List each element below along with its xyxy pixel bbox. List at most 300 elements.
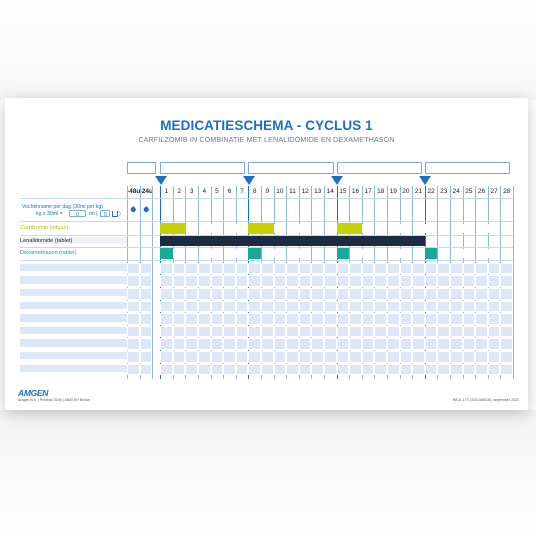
schedule-cell[interactable] — [400, 263, 413, 275]
schedule-cell[interactable] — [500, 338, 513, 350]
schedule-cell[interactable] — [500, 351, 513, 363]
schedule-cell[interactable] — [311, 275, 324, 287]
schedule-cell[interactable] — [311, 351, 324, 363]
schedule-cell[interactable] — [374, 313, 387, 325]
blank-medication-label[interactable] — [20, 314, 128, 321]
schedule-cell[interactable] — [274, 326, 287, 338]
schedule-cell[interactable] — [248, 263, 261, 275]
dose-cell[interactable] — [400, 236, 413, 247]
schedule-cell[interactable] — [127, 263, 140, 275]
schedule-cell[interactable] — [362, 275, 375, 287]
blank-medication-label[interactable] — [20, 327, 128, 334]
schedule-cell[interactable] — [362, 364, 375, 376]
schedule-cell[interactable] — [400, 249, 412, 259]
schedule-cell[interactable] — [248, 313, 261, 325]
schedule-cell[interactable] — [173, 338, 186, 350]
schedule-cell[interactable] — [476, 249, 488, 259]
schedule-cell[interactable] — [425, 263, 438, 275]
schedule-cell[interactable] — [362, 249, 374, 259]
schedule-cell[interactable] — [475, 301, 488, 313]
schedule-cell[interactable] — [387, 288, 400, 300]
schedule-cell[interactable] — [500, 263, 513, 275]
schedule-cell[interactable] — [337, 313, 350, 325]
schedule-cell[interactable] — [299, 275, 312, 287]
schedule-cell[interactable] — [160, 338, 173, 350]
schedule-cell[interactable] — [475, 263, 488, 275]
schedule-cell[interactable] — [261, 301, 274, 313]
schedule-cell[interactable] — [211, 275, 224, 287]
schedule-cell[interactable] — [223, 288, 236, 300]
schedule-cell[interactable] — [211, 263, 224, 275]
dose-cell[interactable] — [387, 236, 400, 247]
schedule-cell[interactable] — [185, 364, 198, 376]
schedule-cell[interactable] — [375, 249, 387, 259]
schedule-cell[interactable] — [173, 301, 186, 313]
schedule-cell[interactable] — [160, 326, 173, 338]
schedule-cell[interactable] — [450, 338, 463, 350]
schedule-cell[interactable] — [437, 263, 450, 275]
schedule-cell[interactable] — [488, 275, 501, 287]
schedule-cell[interactable] — [224, 224, 236, 234]
schedule-cell[interactable] — [211, 338, 224, 350]
schedule-cell[interactable] — [362, 351, 375, 363]
schedule-cell[interactable] — [337, 288, 350, 300]
schedule-cell[interactable] — [173, 275, 186, 287]
schedule-cell[interactable] — [223, 275, 236, 287]
schedule-cell[interactable] — [236, 313, 249, 325]
schedule-cell[interactable] — [185, 351, 198, 363]
fluid-ml-field[interactable] — [69, 210, 86, 217]
schedule-cell[interactable] — [463, 288, 476, 300]
schedule-cell[interactable] — [160, 263, 173, 275]
schedule-cell[interactable] — [412, 275, 425, 287]
dose-cell[interactable] — [185, 236, 198, 247]
blank-medication-label[interactable] — [20, 264, 128, 271]
dose-cell[interactable] — [248, 236, 261, 247]
date-field[interactable] — [127, 162, 156, 174]
schedule-cell[interactable] — [236, 224, 248, 234]
schedule-cell[interactable] — [185, 263, 198, 275]
blank-medication-label[interactable] — [20, 289, 128, 296]
schedule-cell[interactable] — [261, 364, 274, 376]
schedule-cell[interactable] — [127, 338, 140, 350]
schedule-cell[interactable] — [261, 351, 274, 363]
schedule-cell[interactable] — [173, 364, 186, 376]
schedule-cell[interactable] — [387, 301, 400, 313]
schedule-cell[interactable] — [299, 326, 312, 338]
schedule-cell[interactable] — [173, 351, 186, 363]
schedule-cell[interactable] — [425, 338, 438, 350]
schedule-cell[interactable] — [286, 313, 299, 325]
schedule-cell[interactable] — [198, 301, 211, 313]
schedule-cell[interactable] — [488, 263, 501, 275]
schedule-cell[interactable] — [274, 351, 287, 363]
schedule-cell[interactable] — [160, 313, 173, 325]
schedule-cell[interactable] — [324, 275, 337, 287]
schedule-cell[interactable] — [500, 364, 513, 376]
schedule-cell[interactable] — [412, 263, 425, 275]
schedule-cell[interactable] — [374, 364, 387, 376]
schedule-cell[interactable] — [463, 313, 476, 325]
schedule-cell[interactable] — [349, 351, 362, 363]
schedule-cell[interactable] — [400, 338, 413, 350]
schedule-cell[interactable] — [387, 338, 400, 350]
schedule-cell[interactable] — [387, 326, 400, 338]
schedule-cell[interactable] — [286, 288, 299, 300]
schedule-cell[interactable] — [387, 275, 400, 287]
schedule-cell[interactable] — [374, 301, 387, 313]
schedule-cell[interactable] — [127, 275, 140, 287]
schedule-cell[interactable] — [400, 301, 413, 313]
schedule-cell[interactable] — [450, 326, 463, 338]
dose-cell[interactable] — [173, 223, 186, 234]
schedule-cell[interactable] — [198, 364, 211, 376]
schedule-cell[interactable] — [248, 364, 261, 376]
schedule-cell[interactable] — [236, 263, 249, 275]
schedule-cell[interactable] — [450, 313, 463, 325]
schedule-cell[interactable] — [236, 364, 249, 376]
schedule-cell[interactable] — [299, 263, 312, 275]
dose-cell[interactable] — [223, 236, 236, 247]
schedule-cell[interactable] — [223, 326, 236, 338]
schedule-cell[interactable] — [450, 275, 463, 287]
schedule-cell[interactable] — [211, 351, 224, 363]
dose-cell[interactable] — [160, 236, 173, 247]
schedule-cell[interactable] — [311, 301, 324, 313]
dose-cell[interactable] — [324, 236, 337, 247]
schedule-cell[interactable] — [173, 313, 186, 325]
schedule-cell[interactable] — [274, 338, 287, 350]
schedule-cell[interactable] — [412, 364, 425, 376]
schedule-cell[interactable] — [286, 351, 299, 363]
schedule-cell[interactable] — [349, 326, 362, 338]
schedule-cell[interactable] — [324, 351, 337, 363]
schedule-cell[interactable] — [223, 301, 236, 313]
schedule-cell[interactable] — [488, 288, 501, 300]
dose-cell[interactable] — [286, 236, 299, 247]
dose-cell[interactable] — [374, 236, 387, 247]
dose-cell[interactable] — [211, 236, 224, 247]
schedule-cell[interactable] — [388, 249, 400, 259]
schedule-cell[interactable] — [475, 288, 488, 300]
schedule-cell[interactable] — [140, 351, 153, 363]
schedule-cell[interactable] — [450, 364, 463, 376]
schedule-cell[interactable] — [224, 249, 236, 259]
schedule-cell[interactable] — [198, 326, 211, 338]
schedule-cell[interactable] — [488, 224, 500, 234]
schedule-cell[interactable] — [349, 364, 362, 376]
schedule-cell[interactable] — [127, 326, 140, 338]
schedule-cell[interactable] — [223, 313, 236, 325]
schedule-cell[interactable] — [211, 364, 224, 376]
schedule-cell[interactable] — [211, 326, 224, 338]
schedule-cell[interactable] — [236, 275, 249, 287]
schedule-cell[interactable] — [412, 326, 425, 338]
schedule-cell[interactable] — [374, 351, 387, 363]
schedule-cell[interactable] — [488, 249, 500, 259]
dose-cell[interactable] — [337, 248, 350, 259]
dose-cell[interactable] — [337, 236, 350, 247]
fluid-cups-field[interactable] — [100, 210, 110, 217]
blank-medication-label[interactable] — [20, 276, 128, 283]
dose-cell[interactable] — [274, 236, 287, 247]
schedule-cell[interactable] — [325, 224, 337, 234]
schedule-cell[interactable] — [362, 338, 375, 350]
schedule-cell[interactable] — [438, 249, 450, 259]
dose-cell[interactable] — [173, 236, 186, 247]
schedule-cell[interactable] — [127, 351, 140, 363]
schedule-cell[interactable] — [451, 224, 463, 234]
schedule-cell[interactable] — [400, 364, 413, 376]
schedule-cell[interactable] — [186, 224, 198, 234]
schedule-cell[interactable] — [248, 326, 261, 338]
schedule-cell[interactable] — [274, 364, 287, 376]
date-field[interactable] — [160, 162, 245, 174]
schedule-cell[interactable] — [299, 364, 312, 376]
schedule-cell[interactable] — [349, 338, 362, 350]
schedule-cell[interactable] — [198, 351, 211, 363]
schedule-cell[interactable] — [324, 313, 337, 325]
schedule-cell[interactable] — [185, 275, 198, 287]
schedule-cell[interactable] — [223, 263, 236, 275]
schedule-cell[interactable] — [476, 224, 488, 234]
schedule-cell[interactable] — [488, 351, 501, 363]
schedule-cell[interactable] — [312, 224, 324, 234]
schedule-cell[interactable] — [387, 313, 400, 325]
schedule-cell[interactable] — [324, 301, 337, 313]
schedule-cell[interactable] — [140, 313, 153, 325]
schedule-cell[interactable] — [199, 224, 211, 234]
schedule-cell[interactable] — [248, 301, 261, 313]
schedule-cell[interactable] — [185, 301, 198, 313]
schedule-cell[interactable] — [299, 288, 312, 300]
schedule-cell[interactable] — [173, 288, 186, 300]
schedule-cell[interactable] — [425, 301, 438, 313]
blank-medication-label[interactable] — [20, 352, 128, 359]
schedule-cell[interactable] — [160, 275, 173, 287]
schedule-cell[interactable] — [248, 288, 261, 300]
schedule-cell[interactable] — [160, 351, 173, 363]
schedule-cell[interactable] — [261, 275, 274, 287]
schedule-cell[interactable] — [501, 224, 513, 234]
dose-cell[interactable] — [248, 223, 261, 234]
dose-cell[interactable] — [160, 248, 173, 259]
schedule-cell[interactable] — [501, 249, 513, 259]
schedule-cell[interactable] — [248, 338, 261, 350]
schedule-cell[interactable] — [374, 338, 387, 350]
schedule-cell[interactable] — [261, 288, 274, 300]
blank-medication-label[interactable] — [20, 365, 128, 372]
schedule-cell[interactable] — [400, 326, 413, 338]
schedule-cell[interactable] — [475, 364, 488, 376]
schedule-cell[interactable] — [286, 326, 299, 338]
schedule-cell[interactable] — [127, 288, 140, 300]
dose-cell[interactable] — [261, 223, 274, 234]
schedule-cell[interactable] — [463, 326, 476, 338]
dose-cell[interactable] — [311, 236, 324, 247]
schedule-cell[interactable] — [160, 288, 173, 300]
schedule-cell[interactable] — [173, 263, 186, 275]
schedule-cell[interactable] — [437, 301, 450, 313]
schedule-cell[interactable] — [337, 301, 350, 313]
schedule-cell[interactable] — [173, 249, 185, 259]
dose-cell[interactable] — [412, 236, 425, 247]
schedule-cell[interactable] — [287, 224, 299, 234]
schedule-cell[interactable] — [425, 288, 438, 300]
schedule-cell[interactable] — [186, 249, 198, 259]
schedule-cell[interactable] — [311, 326, 324, 338]
schedule-cell[interactable] — [425, 275, 438, 287]
schedule-cell[interactable] — [437, 351, 450, 363]
dose-cell[interactable] — [337, 223, 350, 234]
schedule-cell[interactable] — [350, 249, 362, 259]
schedule-cell[interactable] — [463, 249, 475, 259]
schedule-cell[interactable] — [274, 313, 287, 325]
schedule-cell[interactable] — [362, 263, 375, 275]
schedule-cell[interactable] — [463, 364, 476, 376]
schedule-cell[interactable] — [286, 263, 299, 275]
schedule-cell[interactable] — [324, 364, 337, 376]
schedule-cell[interactable] — [437, 364, 450, 376]
schedule-cell[interactable] — [274, 263, 287, 275]
schedule-cell[interactable] — [488, 313, 501, 325]
schedule-cell[interactable] — [261, 263, 274, 275]
schedule-cell[interactable] — [198, 263, 211, 275]
schedule-cell[interactable] — [299, 313, 312, 325]
schedule-cell[interactable] — [311, 364, 324, 376]
schedule-cell[interactable] — [488, 301, 501, 313]
schedule-cell[interactable] — [425, 351, 438, 363]
schedule-cell[interactable] — [387, 263, 400, 275]
schedule-cell[interactable] — [337, 351, 350, 363]
schedule-cell[interactable] — [412, 301, 425, 313]
schedule-cell[interactable] — [500, 313, 513, 325]
schedule-cell[interactable] — [261, 338, 274, 350]
schedule-cell[interactable] — [475, 338, 488, 350]
dose-cell[interactable] — [248, 248, 261, 259]
schedule-cell[interactable] — [412, 288, 425, 300]
schedule-cell[interactable] — [450, 301, 463, 313]
schedule-cell[interactable] — [211, 313, 224, 325]
schedule-cell[interactable] — [362, 301, 375, 313]
schedule-cell[interactable] — [463, 301, 476, 313]
schedule-cell[interactable] — [223, 364, 236, 376]
schedule-cell[interactable] — [299, 338, 312, 350]
schedule-cell[interactable] — [299, 249, 311, 259]
schedule-cell[interactable] — [299, 301, 312, 313]
schedule-cell[interactable] — [362, 326, 375, 338]
schedule-cell[interactable] — [299, 351, 312, 363]
schedule-cell[interactable] — [198, 275, 211, 287]
schedule-cell[interactable] — [362, 224, 374, 234]
schedule-cell[interactable] — [236, 326, 249, 338]
schedule-cell[interactable] — [475, 351, 488, 363]
schedule-cell[interactable] — [400, 275, 413, 287]
schedule-cell[interactable] — [173, 326, 186, 338]
schedule-cell[interactable] — [324, 338, 337, 350]
schedule-cell[interactable] — [450, 288, 463, 300]
schedule-cell[interactable] — [463, 351, 476, 363]
schedule-cell[interactable] — [488, 364, 501, 376]
blank-medication-label[interactable] — [20, 339, 128, 346]
schedule-cell[interactable] — [349, 301, 362, 313]
schedule-cell[interactable] — [140, 288, 153, 300]
schedule-cell[interactable] — [349, 288, 362, 300]
schedule-cell[interactable] — [274, 301, 287, 313]
schedule-cell[interactable] — [349, 313, 362, 325]
schedule-cell[interactable] — [374, 275, 387, 287]
schedule-cell[interactable] — [324, 263, 337, 275]
schedule-cell[interactable] — [198, 288, 211, 300]
schedule-cell[interactable] — [274, 275, 287, 287]
schedule-cell[interactable] — [349, 263, 362, 275]
schedule-cell[interactable] — [463, 275, 476, 287]
schedule-cell[interactable] — [140, 364, 153, 376]
schedule-cell[interactable] — [488, 338, 501, 350]
schedule-cell[interactable] — [337, 326, 350, 338]
dose-cell[interactable] — [160, 223, 173, 234]
schedule-cell[interactable] — [127, 313, 140, 325]
schedule-cell[interactable] — [198, 313, 211, 325]
schedule-cell[interactable] — [475, 313, 488, 325]
schedule-cell[interactable] — [185, 313, 198, 325]
schedule-cell[interactable] — [262, 249, 274, 259]
schedule-cell[interactable] — [236, 249, 248, 259]
schedule-cell[interactable] — [324, 326, 337, 338]
schedule-cell[interactable] — [299, 224, 311, 234]
schedule-cell[interactable] — [236, 338, 249, 350]
schedule-cell[interactable] — [261, 313, 274, 325]
schedule-cell[interactable] — [140, 326, 153, 338]
schedule-cell[interactable] — [140, 275, 153, 287]
schedule-cell[interactable] — [337, 275, 350, 287]
schedule-cell[interactable] — [437, 288, 450, 300]
schedule-cell[interactable] — [425, 326, 438, 338]
schedule-cell[interactable] — [211, 288, 224, 300]
schedule-cell[interactable] — [413, 224, 425, 234]
schedule-cell[interactable] — [236, 351, 249, 363]
schedule-cell[interactable] — [450, 351, 463, 363]
schedule-cell[interactable] — [223, 338, 236, 350]
schedule-cell[interactable] — [450, 263, 463, 275]
schedule-cell[interactable] — [198, 338, 211, 350]
schedule-cell[interactable] — [437, 326, 450, 338]
schedule-cell[interactable] — [412, 338, 425, 350]
schedule-cell[interactable] — [286, 275, 299, 287]
date-field[interactable] — [337, 162, 422, 174]
schedule-cell[interactable] — [400, 224, 412, 234]
schedule-cell[interactable] — [500, 288, 513, 300]
schedule-cell[interactable] — [274, 288, 287, 300]
dose-cell[interactable] — [198, 236, 211, 247]
schedule-cell[interactable] — [211, 249, 223, 259]
schedule-cell[interactable] — [311, 338, 324, 350]
blank-medication-label[interactable] — [20, 302, 128, 309]
schedule-cell[interactable] — [311, 288, 324, 300]
schedule-cell[interactable] — [437, 338, 450, 350]
schedule-cell[interactable] — [311, 263, 324, 275]
date-field[interactable] — [425, 162, 510, 174]
dose-cell[interactable] — [349, 223, 362, 234]
schedule-cell[interactable] — [374, 288, 387, 300]
schedule-cell[interactable] — [248, 351, 261, 363]
schedule-cell[interactable] — [374, 326, 387, 338]
dose-cell[interactable] — [261, 236, 274, 247]
schedule-cell[interactable] — [500, 326, 513, 338]
schedule-cell[interactable] — [488, 326, 501, 338]
schedule-cell[interactable] — [387, 351, 400, 363]
dose-cell[interactable] — [299, 236, 312, 247]
